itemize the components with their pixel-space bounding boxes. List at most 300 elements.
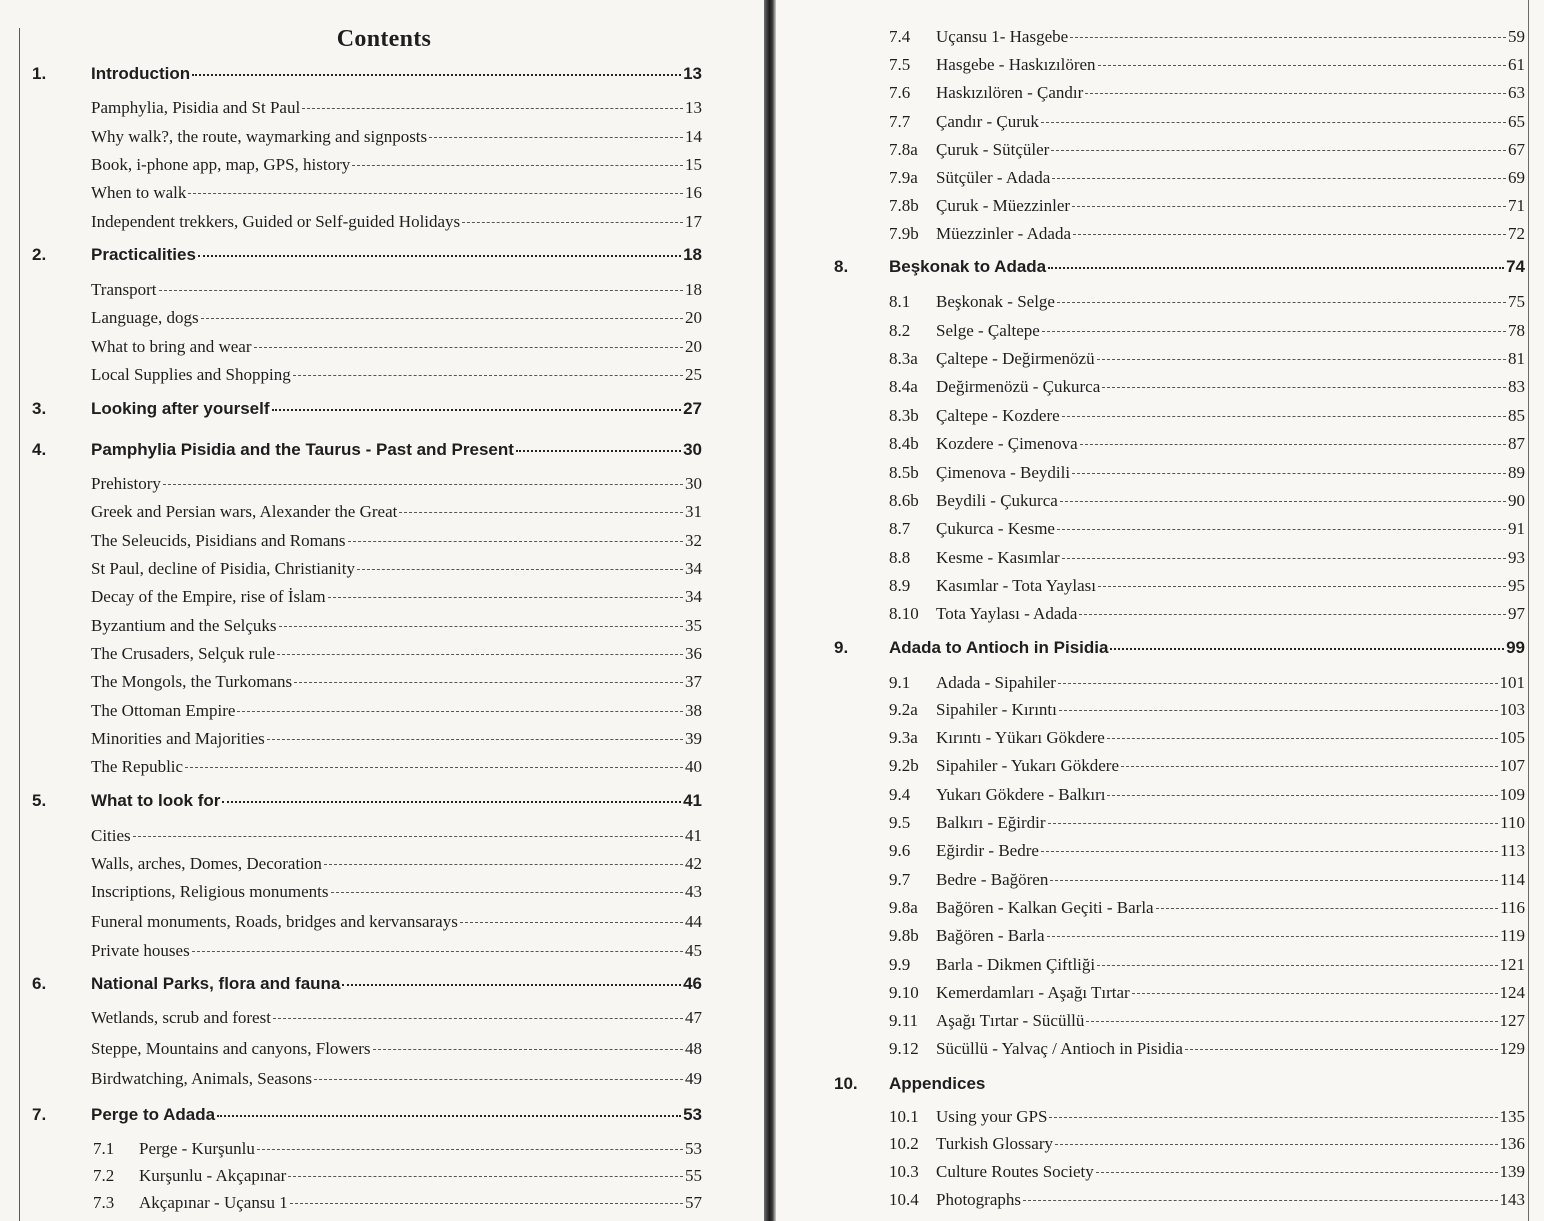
dot-leader bbox=[159, 290, 684, 291]
toc-entry-row bbox=[91, 365, 702, 385]
toc-entry-row bbox=[91, 729, 702, 749]
dot-leader bbox=[1073, 234, 1506, 235]
toc-entry-row bbox=[889, 1190, 1525, 1210]
entry-title: Steppe, Mountains and canyons, Flowers bbox=[91, 1039, 371, 1058]
entry-title: Akçapınar - Uçansu 1 bbox=[139, 1193, 288, 1212]
section-number: 4. bbox=[32, 440, 47, 459]
page-number: 15 bbox=[685, 155, 702, 174]
page-number: 27 bbox=[683, 399, 702, 418]
dot-leader bbox=[1102, 387, 1506, 388]
dot-leader bbox=[1023, 1200, 1498, 1201]
subsection-number: 7.9b bbox=[889, 224, 919, 243]
dot-leader bbox=[1050, 880, 1498, 881]
page-number: 47 bbox=[685, 1008, 702, 1027]
dot-leader bbox=[288, 1176, 683, 1177]
page-number: 116 bbox=[1500, 898, 1525, 917]
toc-entry-row bbox=[889, 406, 1525, 426]
page-number: 61 bbox=[1508, 55, 1525, 74]
page-number: 18 bbox=[685, 280, 702, 299]
toc-entry-row bbox=[889, 292, 1525, 312]
dot-leader bbox=[277, 654, 683, 655]
entry-title: Değirmenözü - Çukurca bbox=[936, 377, 1101, 396]
dot-leader bbox=[1062, 558, 1506, 559]
dot-leader bbox=[324, 864, 683, 865]
entry-title: Pamphylia, Pisidia and St Paul bbox=[91, 98, 301, 117]
toc-entry-row bbox=[91, 757, 702, 777]
subsection-number: 7.8a bbox=[889, 140, 918, 159]
entry-title: Kırıntı - Yükarı Gökdere bbox=[936, 728, 1105, 747]
toc-entry-row bbox=[93, 1193, 702, 1213]
toc-entry-row bbox=[889, 983, 1525, 1003]
page-number: 14 bbox=[685, 127, 702, 146]
toc-section-row bbox=[834, 257, 1525, 277]
subsection-number: 10.3 bbox=[889, 1162, 919, 1181]
page-number: 63 bbox=[1508, 83, 1525, 102]
toc-entry-row bbox=[91, 1069, 702, 1089]
toc-entry-row bbox=[889, 604, 1525, 624]
entry-title: Kurşunlu - Akçapınar bbox=[139, 1166, 287, 1185]
toc-entry-row bbox=[91, 616, 702, 636]
toc-entry-row bbox=[91, 701, 702, 721]
dot-leader bbox=[273, 1018, 683, 1019]
toc-entry-row bbox=[889, 576, 1525, 596]
toc-entry-row bbox=[889, 377, 1525, 397]
page-number: 13 bbox=[685, 98, 702, 117]
toc-entry-row bbox=[91, 531, 702, 551]
entry-title: Why walk?, the route, waymarking and signposts bbox=[91, 127, 428, 146]
page-number: 16 bbox=[685, 183, 702, 202]
section-title: Perge to Adada bbox=[91, 1105, 216, 1124]
page-number: 87 bbox=[1508, 434, 1525, 453]
dot-leader bbox=[1080, 444, 1506, 445]
dot-leader bbox=[1059, 710, 1498, 711]
entry-title: When to walk bbox=[91, 183, 187, 202]
toc-entry-row bbox=[889, 1134, 1525, 1154]
toc-entry-row bbox=[91, 854, 702, 874]
page-number: 119 bbox=[1500, 926, 1525, 945]
entry-title: Sütçüler - Adada bbox=[936, 168, 1051, 187]
dot-leader bbox=[516, 450, 681, 452]
page-number: 44 bbox=[685, 912, 702, 931]
section-title: Practicalities bbox=[91, 245, 196, 264]
entry-title: Tota Yaylası - Adada bbox=[936, 604, 1078, 623]
subsection-number: 8.5b bbox=[889, 463, 919, 482]
toc-entry-row bbox=[91, 912, 702, 932]
page-number: 59 bbox=[1508, 27, 1525, 46]
dot-leader bbox=[1057, 529, 1506, 530]
entry-title: Çaltepe - Kozdere bbox=[936, 406, 1060, 425]
subsection-number: 10.2 bbox=[889, 1134, 919, 1153]
entry-title: What to bring and wear bbox=[91, 337, 252, 356]
entry-title: Greek and Persian wars, Alexander the Great bbox=[91, 502, 398, 521]
page-number: 107 bbox=[1499, 756, 1525, 775]
toc-entry-row bbox=[91, 98, 702, 118]
subsection-number: 10.1 bbox=[889, 1107, 919, 1126]
dot-leader bbox=[192, 951, 683, 952]
subsection-number: 8.2 bbox=[889, 321, 911, 340]
section-title: Pamphylia Pisidia and the Taurus - Past and Present bbox=[91, 440, 514, 459]
page-number: 89 bbox=[1508, 463, 1525, 482]
page-number: 124 bbox=[1499, 983, 1525, 1002]
subsection-number: 9.6 bbox=[889, 841, 911, 860]
entry-title: Independent trekkers, Guided or Self-guided Holidays bbox=[91, 212, 461, 231]
subsection-number: 8.3a bbox=[889, 349, 918, 368]
dot-leader bbox=[429, 137, 683, 138]
subsection-number: 9.9 bbox=[889, 955, 911, 974]
page-number: 40 bbox=[685, 757, 702, 776]
section-number: 6. bbox=[32, 974, 47, 993]
dot-leader bbox=[1156, 908, 1499, 909]
toc-entry-row bbox=[91, 644, 702, 664]
page-number: 65 bbox=[1508, 112, 1525, 131]
page-number: 53 bbox=[685, 1139, 702, 1158]
entry-title: Balkırı - Eğirdir bbox=[936, 813, 1046, 832]
page-number: 37 bbox=[685, 672, 702, 691]
page-number: 71 bbox=[1508, 196, 1525, 215]
toc-entry-row bbox=[91, 941, 702, 961]
subsection-number: 7.1 bbox=[93, 1139, 115, 1158]
toc-entry-row bbox=[889, 112, 1525, 132]
section-number: 5. bbox=[32, 791, 47, 810]
page-number: 78 bbox=[1508, 321, 1525, 340]
page-number: 49 bbox=[685, 1069, 702, 1088]
entry-title: Culture Routes Society bbox=[936, 1162, 1094, 1181]
subsection-number: 7.9a bbox=[889, 168, 918, 187]
dot-leader bbox=[133, 836, 683, 837]
dot-leader bbox=[1055, 1144, 1498, 1145]
entry-title: Bağören - Kalkan Geçiti - Barla bbox=[936, 898, 1154, 917]
entry-title: Turkish Glossary bbox=[936, 1134, 1053, 1153]
dot-leader bbox=[290, 1203, 683, 1204]
dot-leader bbox=[267, 739, 683, 740]
entry-title: Book, i-phone app, map, GPS, history bbox=[91, 155, 351, 174]
entry-title: Barla - Dikmen Çiftliği bbox=[936, 955, 1096, 974]
toc-entry-row bbox=[91, 559, 702, 579]
page-number: 114 bbox=[1500, 870, 1525, 889]
page-number: 81 bbox=[1508, 349, 1525, 368]
dot-leader bbox=[1185, 1049, 1498, 1050]
page-number: 127 bbox=[1499, 1011, 1525, 1030]
toc-entry-row bbox=[889, 434, 1525, 454]
section-title: Appendices bbox=[889, 1074, 986, 1093]
entry-title: Transport bbox=[91, 280, 157, 299]
page-number: 55 bbox=[685, 1166, 702, 1185]
dot-leader bbox=[1096, 1172, 1498, 1173]
toc-entry-row bbox=[91, 155, 702, 175]
page-number: 93 bbox=[1508, 548, 1525, 567]
toc-entry-row bbox=[91, 502, 702, 522]
page-number: 36 bbox=[685, 644, 702, 663]
toc-entry-row bbox=[889, 491, 1525, 511]
entry-title: Prehistory bbox=[91, 474, 161, 493]
toc-entry-row bbox=[91, 337, 702, 357]
page-number: 83 bbox=[1508, 377, 1525, 396]
dot-leader bbox=[357, 569, 683, 570]
entry-title: Beydili - Çukurca bbox=[936, 491, 1058, 510]
toc-section-row bbox=[32, 64, 702, 84]
page-number: 103 bbox=[1499, 700, 1525, 719]
toc-entry-row bbox=[889, 83, 1525, 103]
entry-title: Wetlands, scrub and forest bbox=[91, 1008, 271, 1027]
entry-title: Müezzinler - Adada bbox=[936, 224, 1071, 243]
page-number: 139 bbox=[1499, 1162, 1525, 1181]
toc-entry-row bbox=[889, 196, 1525, 216]
subsection-number: 8.4a bbox=[889, 377, 918, 396]
entry-title: Minorities and Majorities bbox=[91, 729, 265, 748]
section-title: Looking after yourself bbox=[91, 399, 270, 418]
page-number: 69 bbox=[1508, 168, 1525, 187]
entry-title: Kasımlar - Tota Yaylası bbox=[936, 576, 1096, 595]
dot-leader bbox=[1072, 206, 1506, 207]
toc-entry-row bbox=[889, 673, 1525, 693]
toc-entry-row bbox=[93, 1139, 702, 1159]
subsection-number: 9.10 bbox=[889, 983, 919, 1002]
entry-title: Hasgebe - Haskızılören bbox=[936, 55, 1096, 74]
toc-section-row bbox=[834, 1074, 1525, 1094]
entry-title: Using your GPS bbox=[936, 1107, 1048, 1126]
toc-entry-row bbox=[91, 672, 702, 692]
page-number: 41 bbox=[685, 826, 702, 845]
subsection-number: 9.7 bbox=[889, 870, 911, 889]
dot-leader bbox=[272, 409, 682, 411]
page-number: 143 bbox=[1499, 1190, 1525, 1209]
dot-leader bbox=[185, 767, 683, 768]
right-page bbox=[776, 0, 1544, 1221]
subsection-number: 10.4 bbox=[889, 1190, 919, 1209]
page-number: 30 bbox=[683, 440, 702, 459]
page-number: 18 bbox=[683, 245, 702, 264]
toc-entry-row bbox=[889, 55, 1525, 75]
dot-leader bbox=[163, 484, 683, 485]
dot-leader bbox=[373, 1049, 683, 1050]
dot-leader bbox=[1052, 178, 1506, 179]
dot-leader bbox=[1121, 766, 1497, 767]
page-number: 74 bbox=[1506, 257, 1525, 276]
page-number: 72 bbox=[1508, 224, 1525, 243]
contents-title: Contents bbox=[336, 26, 432, 52]
dot-leader bbox=[1098, 65, 1506, 66]
page-number: 101 bbox=[1499, 673, 1525, 692]
subsection-number: 7.6 bbox=[889, 83, 911, 102]
entry-title: Çimenova - Beydili bbox=[936, 463, 1071, 482]
toc-entry-row bbox=[91, 280, 702, 300]
section-number: 1. bbox=[32, 64, 47, 83]
page-number: 34 bbox=[685, 559, 702, 578]
dot-leader bbox=[1062, 416, 1506, 417]
dot-leader bbox=[1058, 683, 1498, 684]
subsection-number: 9.2b bbox=[889, 756, 919, 775]
page-number: 91 bbox=[1508, 519, 1525, 538]
entry-title: Sipahiler - Kırıntı bbox=[936, 700, 1057, 719]
section-title: Adada to Antioch in Pisidia bbox=[889, 638, 1109, 657]
dot-leader bbox=[192, 74, 681, 76]
subsection-number: 7.5 bbox=[889, 55, 911, 74]
section-number: 3. bbox=[32, 399, 47, 418]
dot-leader bbox=[314, 1079, 683, 1080]
dot-leader bbox=[1070, 37, 1506, 38]
toc-section-row bbox=[32, 440, 702, 460]
toc-entry-row bbox=[889, 224, 1525, 244]
toc-entry-row bbox=[91, 474, 702, 494]
page-number: 95 bbox=[1508, 576, 1525, 595]
page-number: 75 bbox=[1508, 292, 1525, 311]
page-number: 39 bbox=[685, 729, 702, 748]
subsection-number: 9.1 bbox=[889, 673, 911, 692]
dot-leader bbox=[1097, 359, 1506, 360]
toc-section-row bbox=[32, 791, 702, 811]
page-number: 46 bbox=[683, 974, 702, 993]
dot-leader bbox=[1079, 614, 1506, 615]
page-number: 32 bbox=[685, 531, 702, 550]
dot-leader bbox=[1085, 93, 1506, 94]
subsection-number: 8.7 bbox=[889, 519, 911, 538]
toc-entry-row bbox=[889, 1107, 1525, 1127]
page-number: 109 bbox=[1499, 785, 1525, 804]
dot-leader bbox=[1097, 965, 1497, 966]
toc-entry-row bbox=[889, 870, 1525, 890]
page-number: 20 bbox=[685, 308, 702, 327]
subsection-number: 8.10 bbox=[889, 604, 919, 623]
entry-title: Kesme - Kasımlar bbox=[936, 548, 1060, 567]
toc-entry-row bbox=[93, 1166, 702, 1186]
page-number: 110 bbox=[1500, 813, 1525, 832]
page-number: 41 bbox=[683, 791, 702, 810]
toc-entry-row bbox=[889, 321, 1525, 341]
subsection-number: 8.3b bbox=[889, 406, 919, 425]
subsection-number: 9.8b bbox=[889, 926, 919, 945]
dot-leader bbox=[254, 347, 684, 348]
dot-leader bbox=[279, 626, 683, 627]
entry-title: Çukurca - Kesme bbox=[936, 519, 1055, 538]
entry-title: Language, dogs bbox=[91, 308, 199, 327]
page-number: 48 bbox=[685, 1039, 702, 1058]
entry-title: The Republic bbox=[91, 757, 184, 776]
dot-leader bbox=[188, 193, 683, 194]
section-number: 7. bbox=[32, 1105, 47, 1124]
toc-entry-row bbox=[889, 785, 1525, 805]
page-number: 45 bbox=[685, 941, 702, 960]
entry-title: Çuruk - Sütçüler bbox=[936, 140, 1050, 159]
subsection-number: 9.4 bbox=[889, 785, 911, 804]
toc-entry-row bbox=[91, 1039, 702, 1059]
page-number: 25 bbox=[685, 365, 702, 384]
dot-leader bbox=[198, 255, 681, 257]
section-number: 10. bbox=[834, 1074, 858, 1093]
dot-leader bbox=[237, 711, 683, 712]
entry-title: Bedre - Bağören bbox=[936, 870, 1049, 889]
toc-entry-row bbox=[91, 127, 702, 147]
section-number: 2. bbox=[32, 245, 47, 264]
left-page bbox=[0, 0, 768, 1221]
subsection-number: 7.4 bbox=[889, 27, 911, 46]
dot-leader bbox=[1048, 267, 1504, 269]
subsection-number: 7.2 bbox=[93, 1166, 115, 1185]
entry-title: Birdwatching, Animals, Seasons bbox=[91, 1069, 312, 1088]
dot-leader bbox=[331, 892, 683, 893]
subsection-number: 8.1 bbox=[889, 292, 911, 311]
page-number: 121 bbox=[1499, 955, 1525, 974]
entry-title: Uçansu 1- Hasgebe bbox=[936, 27, 1069, 46]
subsection-number: 9.8a bbox=[889, 898, 918, 917]
dot-leader bbox=[1098, 586, 1506, 587]
dot-leader bbox=[1049, 1117, 1497, 1118]
dot-leader bbox=[294, 682, 683, 683]
entry-title: Sipahiler - Yukarı Gökdere bbox=[936, 756, 1120, 775]
dot-leader bbox=[1047, 936, 1499, 937]
dot-leader bbox=[348, 541, 683, 542]
toc-entry-row bbox=[889, 813, 1525, 833]
subsection-number: 7.8b bbox=[889, 196, 919, 215]
page-number: 135 bbox=[1499, 1107, 1525, 1126]
toc-entry-row bbox=[889, 926, 1525, 946]
page-number: 113 bbox=[1500, 841, 1525, 860]
entry-title: Local Supplies and Shopping bbox=[91, 365, 291, 384]
toc-entry-row bbox=[889, 349, 1525, 369]
subsection-number: 8.9 bbox=[889, 576, 911, 595]
page-number: 30 bbox=[685, 474, 702, 493]
entry-title: Çandır - Çuruk bbox=[936, 112, 1039, 131]
toc-entry-row bbox=[889, 841, 1525, 861]
toc-entry-row bbox=[889, 898, 1525, 918]
toc-entry-row bbox=[889, 548, 1525, 568]
entry-title: Perge - Kurşunlu bbox=[139, 1139, 255, 1158]
toc-entry-row bbox=[889, 756, 1525, 776]
entry-title: Çuruk - Müezzinler bbox=[936, 196, 1071, 215]
page-number: 34 bbox=[685, 587, 702, 606]
toc-section-row bbox=[834, 638, 1525, 658]
toc-entry-row bbox=[889, 27, 1525, 47]
dot-leader bbox=[1042, 331, 1506, 332]
left-margin-rule bbox=[19, 28, 20, 1221]
entry-title: Haskızılören - Çandır bbox=[936, 83, 1084, 102]
dot-leader bbox=[1107, 738, 1498, 739]
toc-entry-row bbox=[889, 463, 1525, 483]
toc-entry-row bbox=[91, 1008, 702, 1028]
subsection-number: 9.2a bbox=[889, 700, 918, 719]
toc-entry-row bbox=[889, 955, 1525, 975]
entry-title: The Crusaders, Selçuk rule bbox=[91, 644, 276, 663]
entry-title: Adada - Sipahiler bbox=[936, 673, 1056, 692]
subsection-number: 7.7 bbox=[889, 112, 911, 131]
dot-leader bbox=[222, 801, 681, 803]
toc-entry-row bbox=[889, 1011, 1525, 1031]
toc-entry-row bbox=[91, 212, 702, 232]
dot-leader bbox=[257, 1149, 683, 1150]
dot-leader bbox=[293, 375, 683, 376]
entry-title: Selge - Çaltepe bbox=[936, 321, 1040, 340]
entry-title: Funeral monuments, Roads, bridges and kervansarays bbox=[91, 912, 458, 931]
dot-leader bbox=[1051, 150, 1506, 151]
toc-entry-row bbox=[91, 826, 702, 846]
toc-section-row bbox=[32, 245, 702, 265]
toc-entry-row bbox=[91, 587, 702, 607]
section-title: Introduction bbox=[91, 64, 191, 83]
dot-leader bbox=[1060, 501, 1506, 502]
toc-entry-row bbox=[889, 1039, 1525, 1059]
page-number: 57 bbox=[685, 1193, 702, 1212]
section-title: What to look for bbox=[91, 791, 221, 810]
dot-leader bbox=[1041, 851, 1498, 852]
page-number: 85 bbox=[1508, 406, 1525, 425]
dot-leader bbox=[399, 512, 683, 513]
page-number: 129 bbox=[1499, 1039, 1525, 1058]
page-number: 42 bbox=[685, 854, 702, 873]
toc-section-row bbox=[32, 1105, 702, 1125]
entry-title: The Mongols, the Turkomans bbox=[91, 672, 293, 691]
entry-title: The Seleucids, Pisidians and Romans bbox=[91, 531, 346, 550]
toc-section-row bbox=[32, 974, 702, 994]
entry-title: Çaltepe - Değirmenözü bbox=[936, 349, 1095, 368]
